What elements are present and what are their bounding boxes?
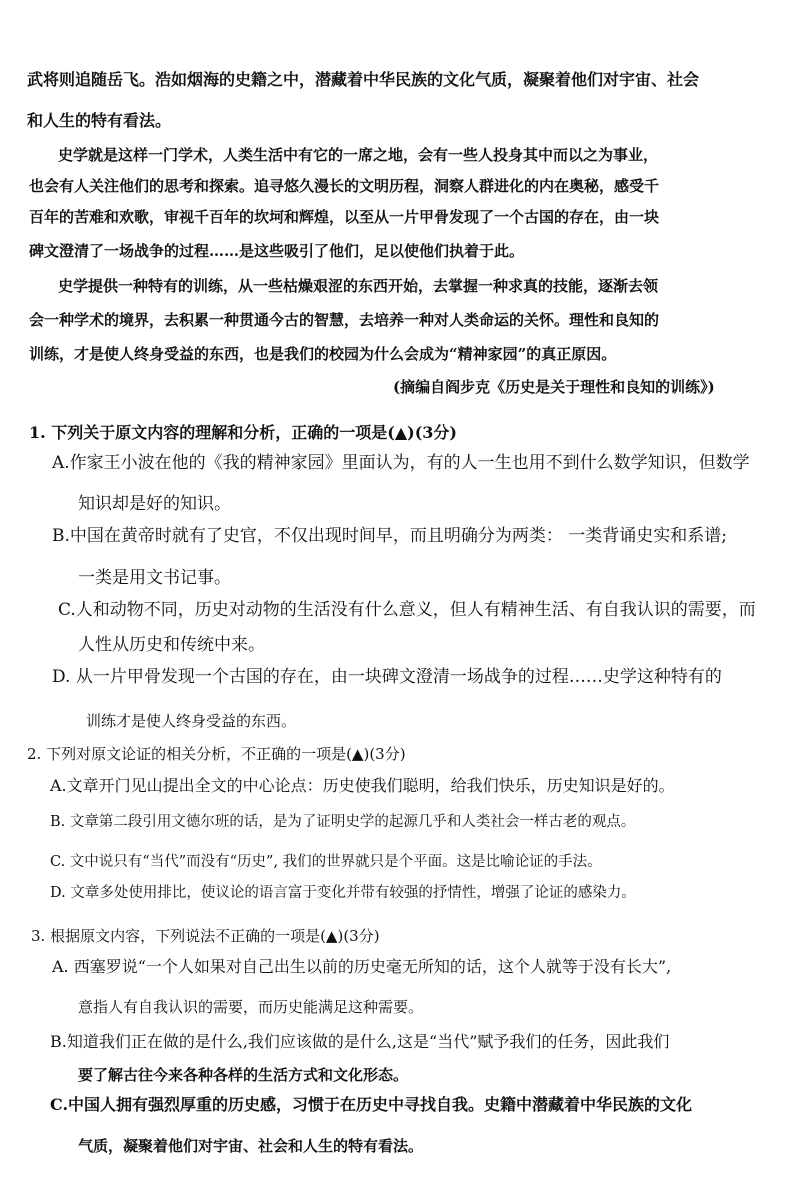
q1-option-c-cont: 人性从历史和传统中来。: [78, 635, 265, 655]
q1-option-d: D. 从一片甲骨发现一个古国的存在，由一块碑文澄清一场战争的过程……史学这种特有的: [52, 667, 722, 687]
q3-option-b-cont: 要了解古往今来各种各样的生活方式和文化形态。: [78, 1066, 409, 1084]
q1-option-a: A.作家王小波在他的《我的精神家园》里面认为，有的人一生也用不到什么数学知识，但数学: [52, 453, 750, 473]
q3-option-c-cont: 气质，凝聚着他们对宇宙、社会和人生的特有看法。: [78, 1137, 424, 1155]
passage-line: 也会有人关注他们的思考和探索。追寻悠久漫长的文明历程，洞察人群进化的内在奥秘，感受千: [29, 177, 660, 195]
q3-option-a: A. 西塞罗说“一个人如果对自己出生以前的历史毫无所知的话，这个人就等于没有长大”,: [52, 957, 672, 976]
passage-line: 和人生的特有看法。: [27, 111, 172, 130]
q3-option-c: C.中国人拥有强烈厚重的历史感，习惯于在历史中寻找自我。史籍中潜藏着中华民族的文化: [50, 1095, 693, 1114]
q2-option-c: C. 文中说只有“当代”而没有“历史”, 我们的世界就只是个平面。这是比喻论证的手法。: [50, 854, 602, 870]
question-1-stem: 1. 下列关于原文内容的理解和分析，正确的一项是(▲)(3分): [29, 423, 457, 442]
q1-option-c: C.人和动物不同，历史对动物的生活没有什么意义，但人有精神生活、有自我认识的需要，而: [58, 600, 756, 620]
q1-option-b-cont: 一类是用文书记事。: [78, 568, 231, 588]
passage-line: 百年的苦难和欢歌，审视千百年的坎坷和辉煌，以至从一片甲骨发现了一个古国的存在，由一块: [29, 208, 660, 226]
q1-option-b: B.中国在黄帝时就有了史官，不仅出现时间早，而且明确分为两类： 一类背诵史实和系谱;: [52, 526, 728, 546]
passage-line: 碑文澄清了一场战争的过程……是这些吸引了他们，足以使他们执着于此。: [29, 242, 525, 260]
q2-option-d: D. 文章多处使用排比，使议论的语言富于变化并带有较强的抒情性，增强了论证的感染力。: [50, 885, 636, 901]
passage-line: 史学就是这样一门学术，人类生活中有它的一席之地，会有一些人投身其中而以之为事业，: [58, 146, 659, 164]
passage-line: 会一种学术的境界，去积累一种贯通今古的智慧，去培养一种对人类命运的关怀。理性和良知的: [29, 311, 660, 329]
passage-line: 训练，才是使人终身受益的东西，也是我们的校园为什么会成为“精神家园”的真正原因。: [29, 345, 617, 363]
q1-option-d-cont: 训练才是使人终身受益的东西。: [86, 712, 297, 730]
source-citation: (摘编自阎步克《历史是关于理性和良知的训练》): [393, 378, 715, 396]
q2-option-b: B. 文章第二段引用文德尔班的话，是为了证明史学的起源几乎和人类社会一样古老的观点。: [50, 814, 636, 830]
q1-option-a-cont: 知识却是好的知识。: [78, 494, 231, 514]
q2-option-a: A.文章开门见山提出全文的中心论点：历史使我们聪明，给我们快乐，历史知识是好的。: [50, 776, 675, 795]
passage-line: 史学提供一种特有的训练，从一些枯燥艰涩的东西开始，去掌握一种求真的技能，逐渐去领: [58, 277, 659, 295]
q3-option-b: B.知道我们正在做的是什么,我们应该做的是什么,这是“当代”赋予我们的任务，因此我们: [50, 1032, 670, 1051]
passage-line: 武将则追随岳飞。浩如烟海的史籍之中，潜藏着中华民族的文化气质，凝聚着他们对宇宙、社会: [27, 70, 700, 89]
question-2-stem: 2. 下列对原文论证的相关分析，不正确的一项是(▲)(3分): [27, 745, 406, 763]
question-3-stem: 3. 根据原文内容，下列说法不正确的一项是(▲)(3分): [31, 927, 380, 945]
q3-option-a-cont: 意指人有自我认识的需要，而历史能满足这种需要。: [78, 998, 424, 1016]
